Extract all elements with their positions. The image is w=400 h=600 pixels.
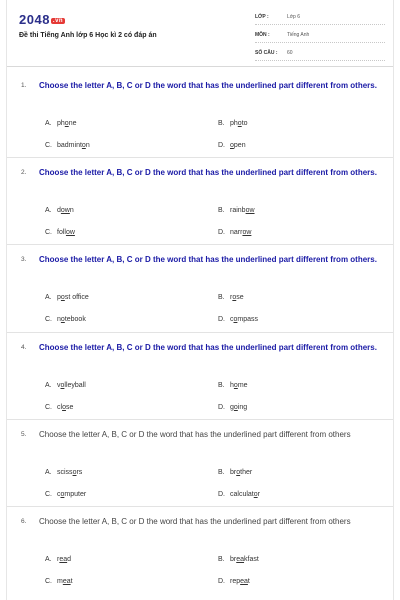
- option-word: post office: [57, 294, 89, 301]
- option-letter: C.: [45, 316, 52, 323]
- option-word: notebook: [57, 316, 86, 323]
- underlined-part: o: [233, 316, 238, 323]
- option-word: compass: [230, 316, 259, 323]
- underlined-part: o: [233, 404, 238, 411]
- site-logo[interactable]: [19, 12, 65, 27]
- underlined-part: o: [237, 120, 242, 127]
- question-number: 2.: [21, 169, 27, 176]
- question-divider: [7, 506, 393, 507]
- underlined-part: ea: [62, 578, 71, 585]
- option-word: read: [57, 556, 72, 563]
- option-letter: B.: [218, 294, 225, 301]
- option-letter: D.: [218, 316, 225, 323]
- meta-row-grade: [255, 10, 385, 25]
- exam-meta: [255, 10, 385, 64]
- answer-option[interactable]: [218, 469, 252, 476]
- option-letter: D.: [218, 404, 225, 411]
- meta-label: MÔN :: [255, 32, 270, 38]
- underlined-part: ea: [240, 578, 248, 585]
- underlined-part: o: [81, 142, 86, 149]
- option-letter: B.: [218, 382, 225, 389]
- option-letter: C.: [45, 491, 52, 498]
- option-letter: C.: [45, 404, 52, 411]
- option-word: follow: [57, 229, 75, 236]
- option-letter: A.: [45, 382, 52, 389]
- option-letter: A.: [45, 556, 52, 563]
- question-text: Choose the letter A, B, C or D the word that has the underlined part different from others: [39, 517, 351, 526]
- option-letter: A.: [45, 207, 52, 214]
- answer-option[interactable]: [45, 142, 90, 149]
- underlined-part: o: [253, 491, 258, 498]
- option-word: phone: [57, 120, 77, 127]
- option-word: narrow: [230, 229, 252, 236]
- underlined-part: o: [230, 142, 234, 149]
- meta-value: Lớp 6: [287, 14, 301, 20]
- answer-option[interactable]: [45, 120, 77, 127]
- option-word: calculator: [230, 491, 260, 498]
- meta-label: SỐ CÂU :: [255, 50, 278, 56]
- underlined-part: ea: [59, 556, 68, 563]
- underlined-part: ow: [242, 229, 252, 236]
- underlined-part: ow: [65, 229, 75, 236]
- underlined-part: o: [72, 469, 77, 476]
- answer-option[interactable]: [218, 207, 255, 214]
- question-text: Choose the letter A, B, C or D the word that has the underlined part different from others.: [39, 81, 377, 90]
- underlined-part: ea: [236, 556, 245, 563]
- option-word: badminton: [57, 142, 90, 149]
- option-word: home: [230, 382, 248, 389]
- underlined-part: o: [64, 120, 69, 127]
- underlined-part: ow: [60, 207, 70, 214]
- option-letter: D.: [218, 142, 225, 149]
- question-number: 5.: [21, 431, 27, 438]
- option-word: down: [57, 207, 74, 214]
- answer-option[interactable]: [45, 578, 73, 585]
- meta-row-count: [255, 46, 385, 61]
- underlined-part: ow: [245, 207, 255, 214]
- meta-value: 60: [287, 50, 293, 56]
- option-word: rose: [230, 294, 244, 301]
- answer-option[interactable]: [45, 294, 89, 301]
- answer-option[interactable]: [218, 120, 248, 127]
- option-word: computer: [57, 491, 87, 498]
- option-word: scissors: [57, 469, 83, 476]
- question-number: 1.: [21, 82, 27, 89]
- question-divider: [7, 419, 393, 420]
- answer-option[interactable]: [45, 382, 86, 389]
- underlined-part: o: [60, 382, 65, 389]
- option-letter: C.: [45, 229, 52, 236]
- answer-option[interactable]: [218, 382, 248, 389]
- exam-title: Đề thi Tiếng Anh lớp 6 Học kì 2 có đáp án: [19, 32, 157, 39]
- answer-option[interactable]: [218, 229, 251, 236]
- option-word: close: [57, 404, 74, 411]
- underlined-part: o: [62, 404, 66, 411]
- question-number: 4.: [21, 344, 27, 351]
- answer-option[interactable]: [218, 316, 258, 323]
- option-word: breakfast: [230, 556, 259, 563]
- answer-option[interactable]: [218, 294, 244, 301]
- option-letter: B.: [218, 120, 225, 127]
- option-letter: A.: [45, 294, 52, 301]
- option-letter: C.: [45, 578, 52, 585]
- meta-label: LỚP :: [255, 14, 269, 20]
- answer-option[interactable]: [218, 142, 246, 149]
- answer-option[interactable]: [45, 469, 82, 476]
- answer-option[interactable]: [45, 556, 71, 563]
- underlined-part: o: [236, 469, 241, 476]
- question-divider: [7, 332, 393, 333]
- underlined-part: o: [233, 382, 238, 389]
- meta-row-subject: [255, 28, 385, 43]
- question-divider: [7, 157, 393, 158]
- question-divider: [7, 244, 393, 245]
- answer-option[interactable]: [45, 316, 86, 323]
- option-word: rainbow: [230, 207, 255, 214]
- answer-option[interactable]: [218, 578, 250, 585]
- logo-text: 2048: [19, 12, 50, 27]
- option-word: brother: [230, 469, 253, 476]
- option-letter: B.: [218, 556, 225, 563]
- answer-option[interactable]: [218, 404, 247, 411]
- answer-option[interactable]: [218, 491, 260, 498]
- question-text: Choose the letter A, B, C or D the word that has the underlined part different from others: [39, 430, 351, 439]
- question-number: 3.: [21, 256, 27, 263]
- option-letter: D.: [218, 578, 225, 585]
- option-letter: B.: [218, 207, 225, 214]
- option-word: going: [230, 404, 248, 411]
- answer-option[interactable]: [45, 491, 86, 498]
- exam-page: [6, 0, 394, 600]
- underlined-part: o: [232, 294, 237, 301]
- meta-value: Tiếng Anh: [287, 32, 310, 38]
- answer-option[interactable]: [45, 404, 73, 411]
- option-letter: A.: [45, 469, 52, 476]
- option-letter: C.: [45, 142, 52, 149]
- question-text: Choose the letter A, B, C or D the word that has the underlined part different from others.: [39, 168, 377, 177]
- question-number: 6.: [21, 518, 27, 525]
- option-letter: D.: [218, 229, 225, 236]
- answer-option[interactable]: [45, 207, 74, 214]
- option-letter: D.: [218, 491, 225, 498]
- answer-option[interactable]: [45, 229, 75, 236]
- question-text: Choose the letter A, B, C or D the word that has the underlined part different from others.: [39, 343, 377, 352]
- question-text: Choose the letter A, B, C or D the word that has the underlined part different from others.: [39, 255, 377, 264]
- logo-suffix: .vn: [52, 18, 64, 24]
- underlined-part: o: [60, 316, 65, 323]
- option-letter: B.: [218, 469, 225, 476]
- page-header: [7, 0, 393, 67]
- underlined-part: o: [60, 294, 65, 301]
- option-word: volleyball: [57, 382, 86, 389]
- option-word: meat: [57, 578, 73, 585]
- option-word: open: [230, 142, 246, 149]
- answer-option[interactable]: [218, 556, 259, 563]
- underlined-part: o: [60, 491, 65, 498]
- option-word: repeat: [230, 578, 250, 585]
- option-word: photo: [230, 120, 248, 127]
- option-letter: A.: [45, 120, 52, 127]
